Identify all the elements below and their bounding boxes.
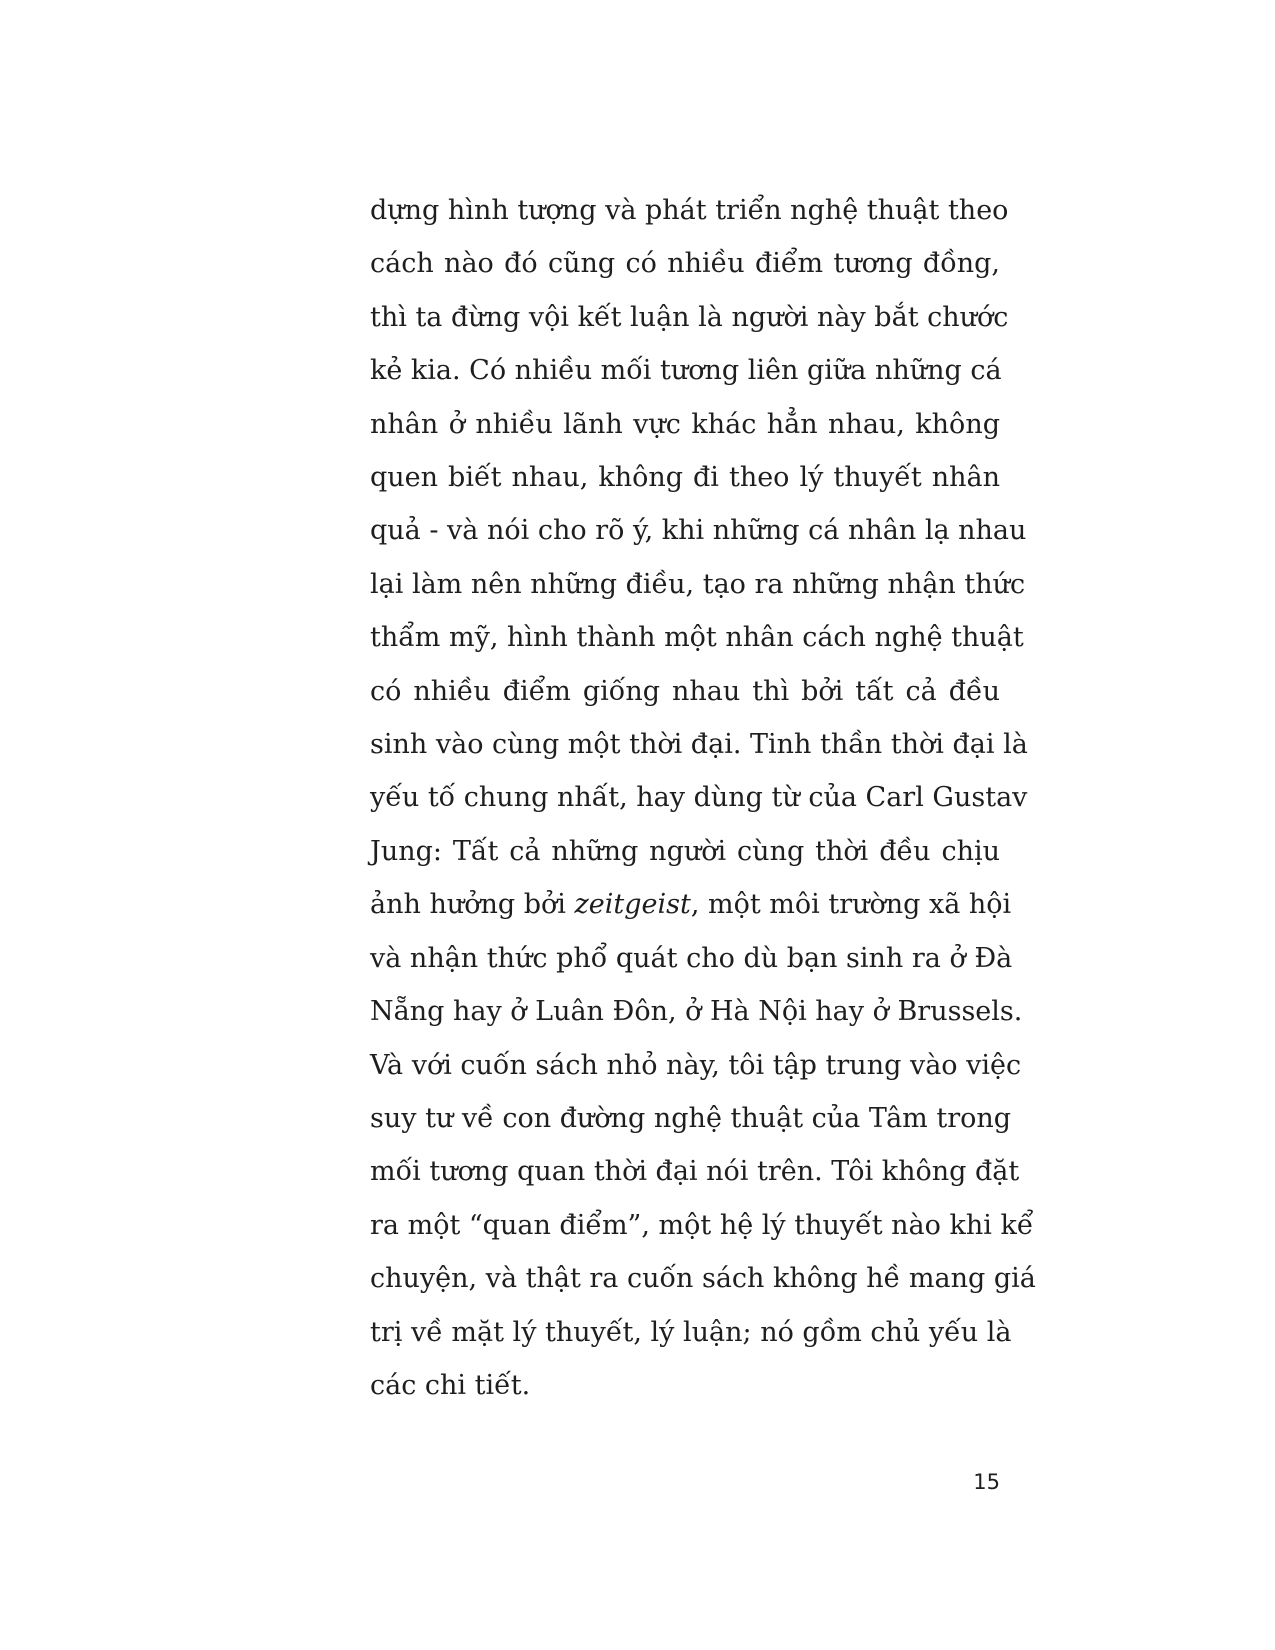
text-line: dựng hình tượng và phát triển nghệ thuật theo <box>370 195 1009 226</box>
text-segment: ảnh hưởng bởi <box>370 889 575 921</box>
text-line: thẩm mỹ, hình thành một nhân cách nghệ thuật <box>370 622 1024 654</box>
text-line: cách nào đó cũng có nhiều điểm tương đồng, <box>370 248 1000 280</box>
text-line: có nhiều điểm giống nhau thì bởi tất cả đều <box>370 675 1000 707</box>
text-line-last: các chi tiết. <box>370 1369 531 1401</box>
text-line: sinh vào cùng một thời đại. Tinh thần thời đại là <box>370 729 1028 761</box>
text-line: nhân ở nhiều lãnh vực khác hẳn nhau, không <box>370 408 1000 440</box>
italic-term: zeitgeist <box>574 889 691 921</box>
text-segment: , một môi trường xã hội <box>690 889 1012 921</box>
text-line: suy tư về con đường nghệ thuật của Tâm trong <box>370 1102 1012 1134</box>
body-text <box>370 184 1036 1412</box>
text-line: quen biết nhau, không đi theo lý thuyết nhân <box>370 462 1000 494</box>
text-line: quả - và nói cho rõ ý, khi những cá nhân lạ nhau <box>370 515 1027 547</box>
text-line: Nẵng hay ở Luân Đôn, ở Hà Nội hay ở Brussels. <box>370 996 1023 1028</box>
text-line: và nhận thức phổ quát cho dù bạn sinh ra ở Đà <box>370 942 1013 974</box>
text-line: lại làm nên những điều, tạo ra những nhận thức <box>370 568 1026 600</box>
text-line: yếu tố chung nhất, hay dùng từ của Carl Gustav <box>370 782 1028 814</box>
text-line: ra một “quan điểm”, một hệ lý thuyết nào khi kể <box>370 1209 1034 1241</box>
page-number: 15 <box>973 1470 1000 1494</box>
text-line: Và với cuốn sách nhỏ này, tôi tập trung vào việc <box>370 1049 1022 1081</box>
text-line: kẻ kia. Có nhiều mối tương liên giữa những cá <box>370 355 1002 387</box>
text-line: Jung: Tất cả những người cùng thời đều chịu <box>370 835 1000 867</box>
text-line: chuyện, và thật ra cuốn sách không hề mang giá <box>370 1263 1036 1295</box>
text-line: trị về mặt lý thuyết, lý luận; nó gồm chủ yếu là <box>370 1316 1012 1348</box>
text-line-with-italic <box>370 878 1012 931</box>
text-line: thì ta đừng vội kết luận là người này bắt chước <box>370 301 1009 333</box>
text-line: mối tương quan thời đại nói trên. Tôi không đặt <box>370 1156 1020 1188</box>
